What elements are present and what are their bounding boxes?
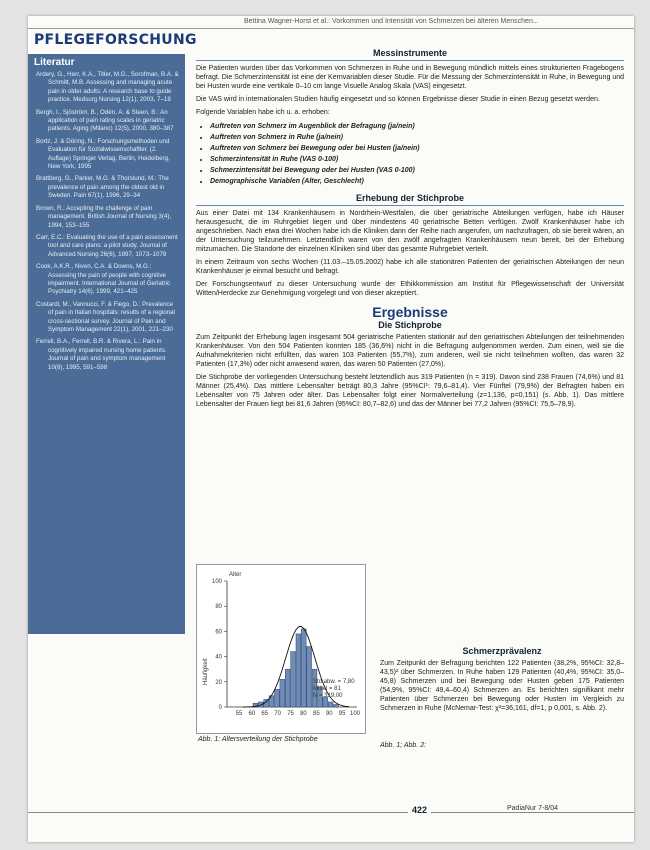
chart-stat-label: Mittel = 81: [313, 686, 341, 692]
reference-item: Brown, R.: Accepting the challenge of pain management. British Journal of Nursing 3(4), 1994, 153–155: [36, 204, 172, 229]
variable-item: • Auftreten von Schmerz bei Bewegung oder bei Husten (ja/nein): [210, 143, 624, 154]
x-tick-label: 65: [261, 711, 269, 717]
literature-sidebar: [28, 54, 185, 634]
journal-issue: PadiaNur 7-8/04: [503, 805, 562, 812]
running-title: Bettina Wagner-Horst et al.: Vorkommen und Intensität von Schmerzen bei älteren Menschen...: [244, 18, 539, 25]
subheading-stichprobe: Die Stichprobe: [378, 320, 442, 330]
reference-item: Brattberg, G., Parker, M.G. & Thorslund, M.: The prevalence of pain among the oldest old in Sweden. Pain 67(1), 1996, 29–34: [36, 175, 169, 200]
section-heading-messinstrumente: Messinstrumente: [196, 48, 624, 61]
y-tick-label: 20: [215, 679, 222, 686]
literature-heading: Literatur: [34, 57, 75, 68]
x-tick-label: 100: [349, 711, 361, 717]
y-tick-label: 40: [215, 654, 222, 661]
section-heading-ergebnisse: Ergebnisse: [372, 304, 448, 320]
x-tick-label: 80: [300, 711, 307, 717]
reference-item: Costardi, M., Vannucci, F. & Fiego, D.: Prevalence of pain in Italian hospitals: results of a regional cross-sectional survey. Journal of Pain and Symptom Management 22(1), 2001, 221–230: [36, 300, 175, 333]
y-tick-label: 80: [215, 604, 222, 611]
figure-caption: Abb. 1: Altersverteilung der Stichprobe: [198, 736, 318, 743]
footer-rule: [28, 812, 634, 821]
histogram-bar: [280, 679, 285, 707]
paragraph: Die VAS wird in internationalen Studien häufig eingesetzt und so können Ergebnisse dieser Studie in einen Bezug gesetzt werden.: [196, 96, 600, 103]
subheading-schmerzpravalenz: Schmerzprävalenz: [462, 646, 542, 656]
figure-age-histogram: [196, 564, 366, 734]
histogram-bar: [275, 689, 280, 707]
reference-item: Bergh, I., Sjöström, B., Odén, A. & Steen, B.: An application of pain rating scales in geriatric patients. Aging (Milano) 12(5), 2000, 380–387: [36, 108, 174, 133]
chart-stat-label: N = 319,00: [313, 693, 343, 699]
reference-item: Bortz, J. & Döring, N.: Forschungsmethoden und Evaluation für Sozialwissenschaftler. (2. Auflage) Springer Verlag, Berlin, Heidelberg, New York, 1995: [36, 137, 170, 171]
variable-item: • Auftreten von Schmerz in Ruhe (ja/nein): [210, 132, 624, 143]
main-column: [196, 48, 624, 413]
x-tick-label: 90: [325, 711, 333, 717]
histogram-bar: [328, 702, 333, 707]
paragraph: Zum Zeitpunkt der Befragung berichten 122 Patienten (38,2%, 95%CI: 32,8–43,5)² über Schmerzen. In Ruhe haben 129 Patienten (40,4%, 95%CI: 35,0–45,8) Schmerzen und bei Bewegung oder Husten geben 175 Patienten (54,9%, 95%CI: 49,4–60,4) Schmerzen an. Es berichten signifikant mehr Patienten über Schmerzen bei Bewegung oder Husten im Vergleich zu Schmerzen in Ruhe (McNemar-Test: χ²=36,161, df=1, p 0,001, s. Abb. 2).: [380, 660, 624, 712]
variable-item: • Schmerzintensität in Ruhe (VAS 0-100): [210, 154, 624, 165]
histogram-bar: [285, 669, 290, 707]
paragraph: Der Forschungsentwurf zu dieser Untersuchung wurde der Ethikkommission am Institut für Pflegewissenschaft der Universität Witten/Herdecke zur Genehmigung vorgelegt und von dieser akzeptiert.: [196, 281, 624, 297]
variable-list: [196, 121, 624, 187]
section-schmerzpravalenz: [380, 646, 624, 717]
chart-stat-label: Std.abw. = 7,80: [313, 679, 355, 685]
variable-item: • Schmerzintensität bei Bewegung oder bei Husten (VAS 0-100): [210, 165, 624, 176]
age-histogram-chart: [197, 565, 365, 733]
paragraph: Die Patienten wurden über das Vorkommen von Schmerzen in Ruhe und in Bewegung mündlich mittels eines strukturierten Fragebogens befragt. Die Schmerzintensität ist eine der Kernvariablen dieser Studie. Für die Messung der Schmerzintensität in Ruhe, in Bewegung und bei Husten wurde eine vertikale 0–10 cm lange Visuelle Analog Skala (VAS) eingesetzt.: [196, 65, 624, 90]
paragraph: Zum Zeitpunkt der Erhebung lagen insgesamt 504 geriatrische Patienten stationär auf den geriatrischen Abteilungen der teilnehmenden Krankenhäuser. Von den 504 Patienten konnten 185 (36,6%) nicht in die Befragung aufgenommen werden. Zum einen, weil sie die Aufnahmekriterien nicht erfüllten, das waren 103 Patienten (55,7%), zum anderen, weil sie nicht teilnehmen wollten, das waren 32 Patienten (17,3%) oder nicht anwesend waren, das waren 50 Patienten (27,0%).: [196, 334, 624, 368]
reference-item: Ardery, G., Herr, K.A., Titler, M.G., Sorofman, B.A. & Schmitt, M.B. Assessing and managing acute pain in older adults: A research base to guide practice. Medsurg Nursing 12(1), 2003, 7–18: [36, 71, 179, 104]
x-tick-label: 85: [312, 711, 320, 717]
paragraph: Folgende Variablen habe ich u. a. erhoben:: [196, 109, 330, 116]
journal-logo: PFLEGEFORSCHUNG: [34, 32, 197, 48]
y-tick-label: 100: [211, 579, 222, 585]
x-tick-label: 70: [274, 711, 282, 717]
page: [28, 16, 634, 842]
x-tick-label: 60: [248, 711, 256, 717]
y-axis-label: Häufigkeit: [203, 658, 209, 685]
x-tick-label: 55: [235, 711, 243, 717]
histogram-bar: [307, 647, 312, 707]
paragraph: Die Stichprobe der vorliegenden Untersuchung besteht letztendlich aus 319 Patienten (n = 319). Davon sind 238 Frauen (74,6%) und 81 Männer (25,4%). Das mittlere Lebensalter beträgt 80,3 Jahre (95%CI¹: 79,6–81,4). Vier Fünftel (79,9%) der Befragten haben ein Lebensalter von 75 Jahren oder älter. Das Lebensalter folgt einer Normalverteilung (z=1,136, p=0,151) (s. Abb. 1). Das mittlere Lebensalter der Frauen liegt bei 81,6 Jahren (95%CI: 80,7–82,6) und das der Männer bei 77,2 Jahren (95%CI: 75,5–78,9).: [196, 374, 624, 408]
x-tick-label: 95: [338, 711, 346, 717]
page-number: 422: [408, 805, 431, 815]
figure-reference: Abb. 1; Abb. 2:: [380, 742, 427, 749]
histogram-bar: [291, 652, 296, 707]
histogram-bar: [296, 634, 301, 707]
variable-item: • Demographische Variablen (Alter, Geschlecht): [210, 176, 624, 187]
reference-item: Cook, A.K.R., Niven, C.A. & Downs, M.G.: Assessing the pain of people with cognitive impairment. International Journal of Geriatric Psychiatry 14(6), 1999, 421–425: [36, 263, 171, 296]
header-rule: [28, 28, 634, 29]
chart-title: Alter: [229, 572, 242, 578]
histogram-bar: [301, 629, 306, 707]
paragraph: In einem Zeitraum von sechs Wochen (11.03.–15.05.2002) habe ich alle stationären Patienten der geriatrischen Abteilungen der neun Krankenhäuser je einmal besucht und befragt.: [196, 259, 624, 275]
y-tick-label: 60: [215, 629, 222, 636]
x-tick-label: 75: [287, 711, 294, 717]
histogram-bar: [334, 704, 339, 707]
variable-item: • Auftreten von Schmerz im Augenblick der Befragung (ja/nein): [210, 121, 624, 132]
reference-item: Carr, E.C.: Evaluating the use of a pain assessment tool and care plans: a pilot study. Journal of Advanced Nursing 26(6), 1997, 1073–1079: [36, 233, 178, 258]
section-heading-stichprobe: Erhebung der Stichprobe: [196, 193, 624, 206]
reference-item: Ferrell, B.A., Ferrell, B.R. & Rivera, L.: Pain in cognitively impaired nursing home patients. Journal of pain and symptom management 10(8), 1995, 591–598: [36, 338, 167, 371]
paragraph: Aus einer Datei mit 134 Krankenhäusern in Nordrhein-Westfalen, die über geriatrische Abteilungen verfügen, habe ich Häuser herausgesucht, die im Ruhrgebiet liegen und über mindestens 40 geriatrische Betten verfügen. Zwölf Krankenhäuser habe ich angeschrieben. Nach etwa drei Wochen habe ich die Kliniken dann der Reihe nach angerufen, um nachzufragen, ob sie bereit wären, an der Untersuchung teilzunehmen. Letztendlich waren von den zwölf angefragten Krankenhäusern neun bereit, bei der Erhebung mitzumachen. Die Standorte der einzelnen Kliniken sind über das gesamte Ruhrgebiet verteilt.: [196, 210, 624, 253]
y-tick-label: 0: [218, 705, 222, 711]
